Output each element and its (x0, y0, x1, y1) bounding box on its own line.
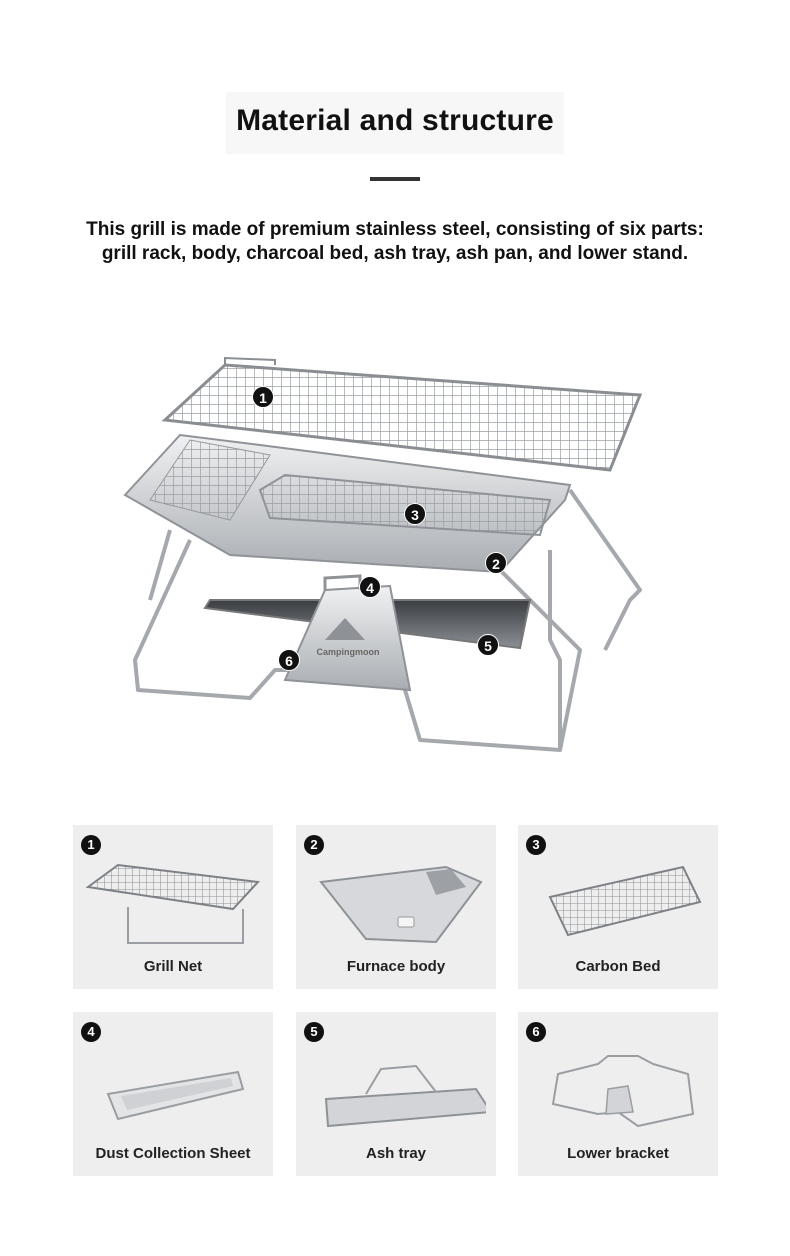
brand-plate-text: Campingmoon (316, 647, 380, 657)
part-card-grill-net (73, 825, 273, 989)
grill-net-icon (83, 847, 263, 957)
part-card-lower-bracket (518, 1012, 718, 1176)
hero-marker-6: 6 (278, 649, 300, 671)
page-title: Material and structure (236, 104, 554, 137)
part-card-carbon-bed (518, 825, 718, 989)
hero-marker-2: 2 (485, 552, 507, 574)
title-section (0, 92, 790, 154)
part-number: 3 (526, 835, 546, 855)
title-divider (370, 177, 420, 181)
title-box (226, 92, 564, 154)
grill-assembled-image (110, 350, 670, 760)
carbon-bed-icon (528, 847, 708, 957)
part-number: 6 (526, 1022, 546, 1042)
intro-line-1: This grill is made of premium stainless steel, consisting of six parts: (86, 219, 704, 240)
part-label: Carbon Bed (575, 958, 661, 975)
part-label: Furnace body (346, 958, 446, 975)
grill-illustration (110, 350, 670, 760)
intro-line-2: grill rack, body, charcoal bed, ash tray, ash pan, and lower stand. (101, 243, 689, 264)
part-label: Grill Net (143, 958, 203, 975)
intro-text (40, 218, 750, 266)
lower-bracket-icon (528, 1034, 708, 1144)
part-label: Ash tray (365, 1145, 427, 1162)
part-label: Dust Collection Sheet (95, 1145, 251, 1162)
hero-marker-5: 5 (477, 634, 499, 656)
hero-marker-4: 4 (359, 576, 381, 598)
hero-marker-1: 1 (252, 386, 274, 408)
dust-sheet-icon (83, 1034, 263, 1144)
hero-marker-3: 3 (404, 503, 426, 525)
part-label: Lower bracket (567, 1145, 669, 1162)
part-number: 1 (81, 835, 101, 855)
part-card-dust-collection-sheet (73, 1012, 273, 1176)
part-number: 2 (304, 835, 324, 855)
part-number: 5 (304, 1022, 324, 1042)
part-card-ash-tray (296, 1012, 496, 1176)
part-card-furnace-body (296, 825, 496, 989)
furnace-body-icon (306, 847, 486, 957)
part-number: 4 (81, 1022, 101, 1042)
ash-tray-icon (306, 1034, 486, 1144)
